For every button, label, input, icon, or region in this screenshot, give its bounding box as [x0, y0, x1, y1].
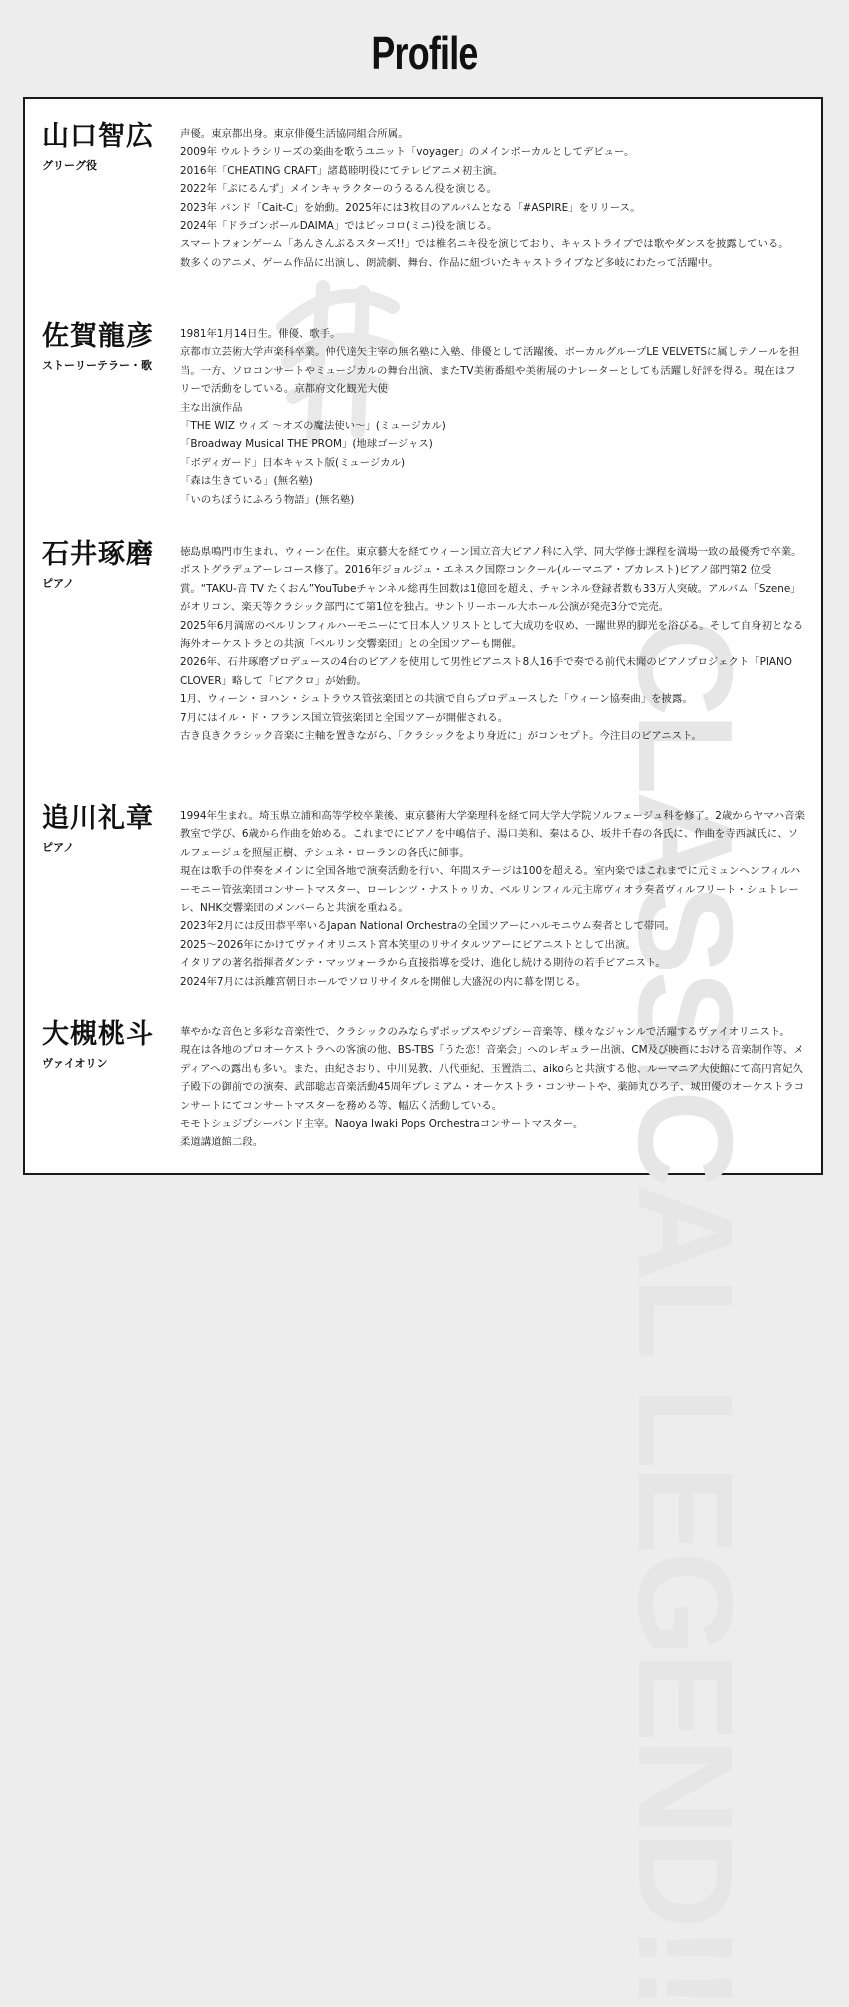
watermark-text: CLASSICAL LEGEND!! — [610, 619, 761, 2007]
bio-line: 2016年「CHEATING CRAFT」諸葛睦明役にてテレビアニメ初主演。 — [180, 164, 504, 177]
bio-line: 「ボディガード」日本キャスト版(ミュージカル) — [180, 456, 406, 469]
bio-line: 「Broadway Musical THE PROM」(地球ゴージャス) — [180, 438, 433, 451]
profile-bio — [180, 325, 805, 509]
bio-line: 「THE WIZ ウィズ 〜オズの魔法使い〜」(ミュージカル) — [180, 420, 446, 433]
bio-line: 1994年生まれ。埼玉県立浦和高等学校卒業後、東京藝術大学楽理科を経て同大学大学院ソルフェージュ科を修了。2歳からヤマハ音楽教室で学び、6歳から作曲を始める。これまでにピアノを中嶋信子、湯口美和、秦はるひ、坂井千春の各氏に、作曲を寺西誠氏に、ソルフェージュを照屋正樹、テシュネ・ローランの各氏に師事。 — [180, 810, 805, 859]
profile-name: 大槻桃斗 — [42, 1019, 154, 1050]
profile-frame — [23, 97, 823, 2007]
bio-line: イタリアの著名指揮者ダンテ・マッツォーラから直接指導を受け、進化し続ける期待の若手ピアニスト。 — [180, 957, 666, 970]
bio-line: 京都市立芸術大学声楽科卒業。仲代達矢主宰の無名塾に入塾、俳優として活躍後、ボーカルグループLE VELVETSに属しテノールを担当。一方、ソロコンサートやミュージカルの舞台出演、またTV美術番組や美術展のナレーターとしても活躍し好評を得る。現在はフリーで活動をしている。京都府文化観光大使 — [180, 346, 800, 396]
bio-line: 「いのちぼうにふろう物語」(無名塾) — [180, 493, 355, 506]
bio-line: 華やかな音色と多彩な音楽性で、クラシックのみならずポップスやジプシー音楽等、様々なジャンルで活躍するヴァイオリニスト。 — [180, 1026, 790, 1038]
page-title: Profile — [371, 27, 478, 79]
bio-line: 2025年6月満席のベルリンフィルハーモニーにて日本人ソリストとして大成功を収め、一躍世界的脚光を浴びる。そして自身初となる海外オーケストラとの共演「ベルリン交響楽団」との全国ツアーも開催。 — [180, 619, 804, 651]
profile-name: 石井琢磨 — [42, 539, 154, 570]
profile-bio — [180, 125, 805, 272]
bio-line: 2022年「ぷにるんず」メインキャラクターのうるるん役を演じる。 — [180, 183, 497, 196]
profile-name: 佐賀龍彦 — [42, 321, 154, 352]
bio-line: 2026年、石井琢磨プロデュースの4台のピアノを使用して男性ピアニスト8人16手で奏でる前代未聞のピアノプロジェクト「PIANO CLOVER」略して「ピアクロ」が始動。 — [180, 656, 792, 687]
bio-line: 徳島県鳴門市生まれ、ウィーン在住。東京藝大を経てウィーン国立音大ピアノ科に入学、同大学修士課程を満場一致の最優秀で卒業。ポストグラデュアーレコース修了。2016年ジョルジュ・エネスク国際コンクール(ルーマニア・ブカレスト)ピアノ部門第2 位受賞。“TAKU-音 TV たくおん”YouTubeチャンネル総再生回数は1億回を超え、チャンネル登録者数も33万人突破。アルバム「Szene」がオリコン、楽天等クラシック部門にて第1位を独占。サントリーホール大ホール公演が発売3分で完売。 — [180, 546, 802, 614]
profile-bio — [180, 807, 805, 991]
profile-role: グリーグ役 — [42, 159, 97, 172]
profile-role: ヴァイオリン — [42, 1057, 108, 1070]
bio-line: 7月にはイル・ド・フランス国立管弦楽団と全国ツアーが開催される。 — [180, 711, 509, 724]
bio-line: 声優。東京都出身。東京俳優生活協同組合所属。 — [180, 128, 409, 140]
bio-line: 2025〜2026年にかけてヴァイオリニスト宮本笑里のリサイタルツアーにピアニストとして出演。 — [180, 938, 636, 951]
bio-line: 「森は生きている」(無名塾) — [180, 475, 313, 488]
bio-line: 2024年「ドラゴンボールDAIMA」ではピッコロ(ミニ)役を演じる。 — [180, 220, 498, 233]
bio-line: 柔道講道館二段。 — [180, 1136, 264, 1149]
profile-role: ストーリーテラー・歌 — [42, 359, 152, 372]
bio-line: 1981年1月14日生。俳優、歌手。 — [180, 328, 341, 340]
bio-line: 2024年7月には浜離宮朝日ホールでソロリサイタルを開催し大盛況の内に幕を閉じる。 — [180, 975, 586, 988]
bio-line: 古き良きクラシック音楽に主軸を置きながら、「クラシックをより身近に」がコンセプト。今注目のピアニスト。 — [180, 730, 702, 743]
profile-name: 追川礼章 — [42, 803, 154, 834]
bio-line: スマートフォンゲーム「あんさんぶるスターズ!!」では椎名ニキ役を演じており、キャストライブでは歌やダンスを披露している。 — [180, 238, 789, 251]
bio-line: モモトシュジプシーバンド主宰。Naoya Iwaki Pops Orchestraコンサートマスター。 — [180, 1118, 584, 1131]
bio-line: 数多くのアニメ、ゲーム作品に出演し、朗読劇、舞台、作品に紐づいたキャストライブなど多岐にわたって活躍中。 — [180, 256, 719, 269]
bio-line: 現在は歌手の伴奏をメインに全国各地で演奏活動を行い、年間ステージは100を超える。室内楽ではこれまでに元ミュンヘンフィルハーモニー管弦楽団コンサートマスター、ローレンツ・ナストゥリカ、ベルリンフィル元主席ヴィオラ奏者ヴィルフリート・シュトレーレ、NHK交響楽団のメンバーらと共演を重ねる。 — [180, 865, 801, 915]
bio-line: 1月、ウィーン・ヨハン・シュトラウス管弦楽団との共演で自らプロデュースした「ウィーン協奏曲」を披露。 — [180, 693, 693, 706]
profile-role: ピアノ — [42, 577, 75, 590]
profile-bio — [180, 1023, 805, 1152]
profile-role: ピアノ — [42, 841, 75, 854]
bio-line: 2023年2月には反田恭平率いるJapan National Orchestraの全国ツアーにハルモニウム奏者として帯同。 — [180, 920, 676, 933]
bio-line: 現在は各地のプロオーケストラへの客演の他、BS-TBS「うた恋！音楽会」へのレギュラー出演、CM及び映画における音楽制作等、メディアへの露出も多い。また、由紀さおり、中川晃教、八代亜紀、玉置浩二、aikoらと共演する他、ルーマニア大使館にて高円宮妃久子殿下の御前での演奏、武部聡志音楽活動45周年プレミアム・オーケストラ・コンサートや、薬師丸ひろ子、城田優のオーケストラコンサートにてコンサートマスターを務める等、幅広く活動している。 — [180, 1044, 805, 1112]
bio-line: 2009年 ウルトラシリーズの楽曲を歌うユニット「voyager」のメインボーカルとしてデビュー。 — [180, 146, 635, 159]
bio-line: 主な出演作品 — [180, 401, 243, 414]
bio-line: 2023年 バンド「Cait-C」を始動。2025年には3枚目のアルバムとなる「#ASPIRE」をリリース。 — [180, 201, 641, 214]
profile-name: 山口智広 — [42, 121, 154, 152]
profile-bio — [180, 543, 805, 745]
